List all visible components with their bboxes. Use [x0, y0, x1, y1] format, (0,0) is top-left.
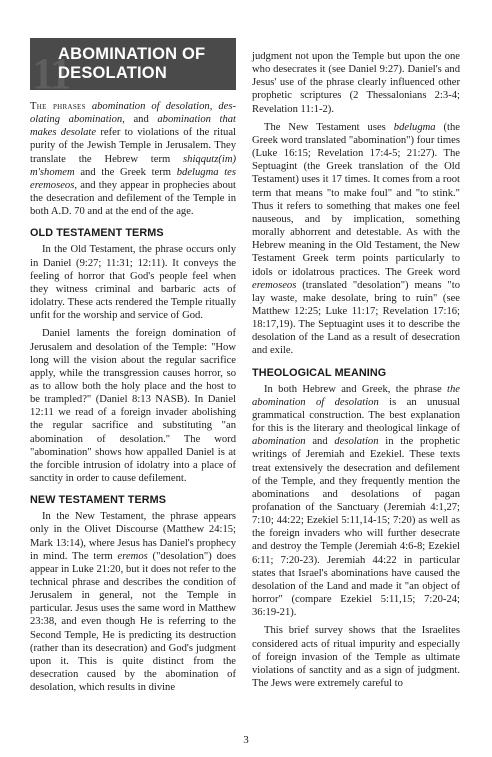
- body-text: The New Testament uses: [264, 121, 386, 133]
- term-italic: eremos: [117, 550, 148, 562]
- term-italic: abomination that makes desolate: [30, 114, 237, 139]
- intro-text: refer to violations of the ritual purity of the Jewish Temple in Jerusalem. They translate the Hebrew term: [30, 127, 236, 165]
- theo-paragraph-2: This brief survey shows that the Israelites considered acts of ritual impurity and especially of foreign invasion of the Temple as ultimate violations of sanctity and as a sign of judgment. The Jews were extremely careful to: [252, 625, 460, 690]
- chapter-title-box: [30, 38, 236, 90]
- term-italic: the abomination of desolation: [252, 383, 460, 408]
- hebrew-term: shiqqutz(im) m'shomem: [30, 153, 236, 178]
- body-text: In both Hebrew and Greek, the phrase: [264, 383, 442, 395]
- section-heading-theo: THEOLOGICAL MEANING: [252, 366, 387, 379]
- nt-paragraph-2: [252, 121, 460, 358]
- greek-term: bdelugma tes eremoseos: [30, 166, 236, 191]
- section-heading-ot: OLD TESTAMENT TERMS: [30, 227, 164, 240]
- page-number: 3: [243, 734, 249, 746]
- ot-paragraph-2: Daniel laments the foreign domination of Jerusalem and desolation of the Temple: "How long will the vision about the regular sacrifice apply, while the transgression causes horror, so as to allow both the holy place and the host to be trampled?" (Daniel 8:13 NASB). In Daniel 12:11 we read of a foreign invader abolishing the regular sacrifice and substituting "an abomination of desolation." The word "abomination" shows how appalled Daniel is at the forcible intrusion of idolatry into a place of sanctity in order to cause defilement.: [30, 328, 236, 485]
- body-text: (the Greek word translated "abomination") four times (Luke 16:15; Revelation 17:4-5; 21:27). The Septuagint (the Greek translation of the Old Testament) uses it 17 times. It comes from a root term that means "to make foul" and "to stink." Thus it refers to something that makes one feel nauseous, and by implication, something morally abhorrent and detestable. As with the Hebrew meaning in the Old Testament, the New Testament Greek term points particularly to idols or idolatrous practices. The Greek word: [252, 121, 460, 278]
- theo-paragraph-1: [252, 383, 460, 620]
- section-heading-nt: NEW TESTAMENT TERMS: [30, 494, 167, 507]
- right-column: [252, 50, 460, 695]
- intro-text: , and they appear in prophecies about the desecration and defilement of the Temple in both A.D. 70 and at the end of the age.: [30, 179, 236, 218]
- intro-text: and the Greek term: [74, 166, 172, 178]
- body-text: in the prophetic writings of Jeremiah and Ezekiel. These texts treat extensively the desecration and defilement of the Temple, and they frequently mention the abominations and desolations of pagan profanation of the Sanctuary (Jeremiah 4:1,27; 7:10; 44:22; Ezekiel 5:11,14-15; 7:20) as well as the foreign invaders who will further desecrate and destroy the Temple (Jeremiah 4:6-8; Ezekiel 6:11; 7:20-23). Jeremiah 44:22 in particular states that Israel's abominations have caused the desolation of the Land and made it "an object of horror" (compare Ezekiel 5:11,15; 7:20-24; 36:19-21).: [252, 436, 460, 619]
- term-italic: abomination of desolation: [91, 101, 210, 112]
- intro-text: , and: [122, 114, 149, 126]
- chapter-number: 11: [32, 49, 70, 90]
- body-text: (translated "desolation") means "to lay waste, make desolate, bring to ruin" (see Matthew 12:25; Luke 11:17; Revelation 17:16; 18:17,19). The Septuagint uses it to describe the desolation of the Land as a result of desecration and exile.: [252, 279, 460, 357]
- term-italic: , des-olating abomination: [30, 101, 236, 126]
- intro-paragraph: [30, 100, 236, 218]
- term-italic: desolation: [334, 436, 379, 448]
- body-text: and: [305, 436, 328, 448]
- continued-paragraph: judgment not upon the Temple but upon the one who desecrates it (see Daniel 9:27). Daniel's and Jesus' use of the phrase clearly influenced other prophetic scriptures (2 Thessalonians 2:3-4; Revelation 11:1-2).: [252, 51, 460, 115]
- left-column: [30, 38, 236, 699]
- ot-paragraph-1: In the Old Testament, the phrase occurs only in Daniel (9:27; 11:31; 12:11). It conveys the feeling of horror that God's people feel when they witness criminal and barbaric acts of idolatry. These acts rendered the Temple ritually unfit for the worship and service of God.: [30, 244, 236, 322]
- chapter-title: ABOMINATION OF DESOLATION: [58, 45, 206, 82]
- body-text: ("desolation") does appear in Luke 21:20, but it does not refer to the technical phrase and describes the condition of Jerusalem in general, not the Temple in particular. Jesus uses the same word in Matthew 23:38, and even though He is referring to the Second Temple, He is predicting its destruction (rather than its desecration) and God's judgment upon it. This is quite distinct from the desecration caused by the abomination of desolation, which results in divine: [30, 550, 236, 694]
- body-text: In the New Testament, the phrase appears only in the Olivet Discourse (Matthew 24:15; Mark 13:14), where Jesus has Daniel's prophecy in mind. The term: [30, 511, 236, 562]
- nt-paragraph-1: [30, 510, 236, 694]
- body-text: is an unusual grammatical construction. The best explanation for this is the literary and theological linkage of: [252, 396, 461, 435]
- term-italic: bdelugma: [393, 121, 436, 133]
- term-italic: abomination: [252, 436, 306, 448]
- term-italic: eremoseos: [252, 279, 297, 291]
- lead-in: The phrases: [30, 101, 86, 112]
